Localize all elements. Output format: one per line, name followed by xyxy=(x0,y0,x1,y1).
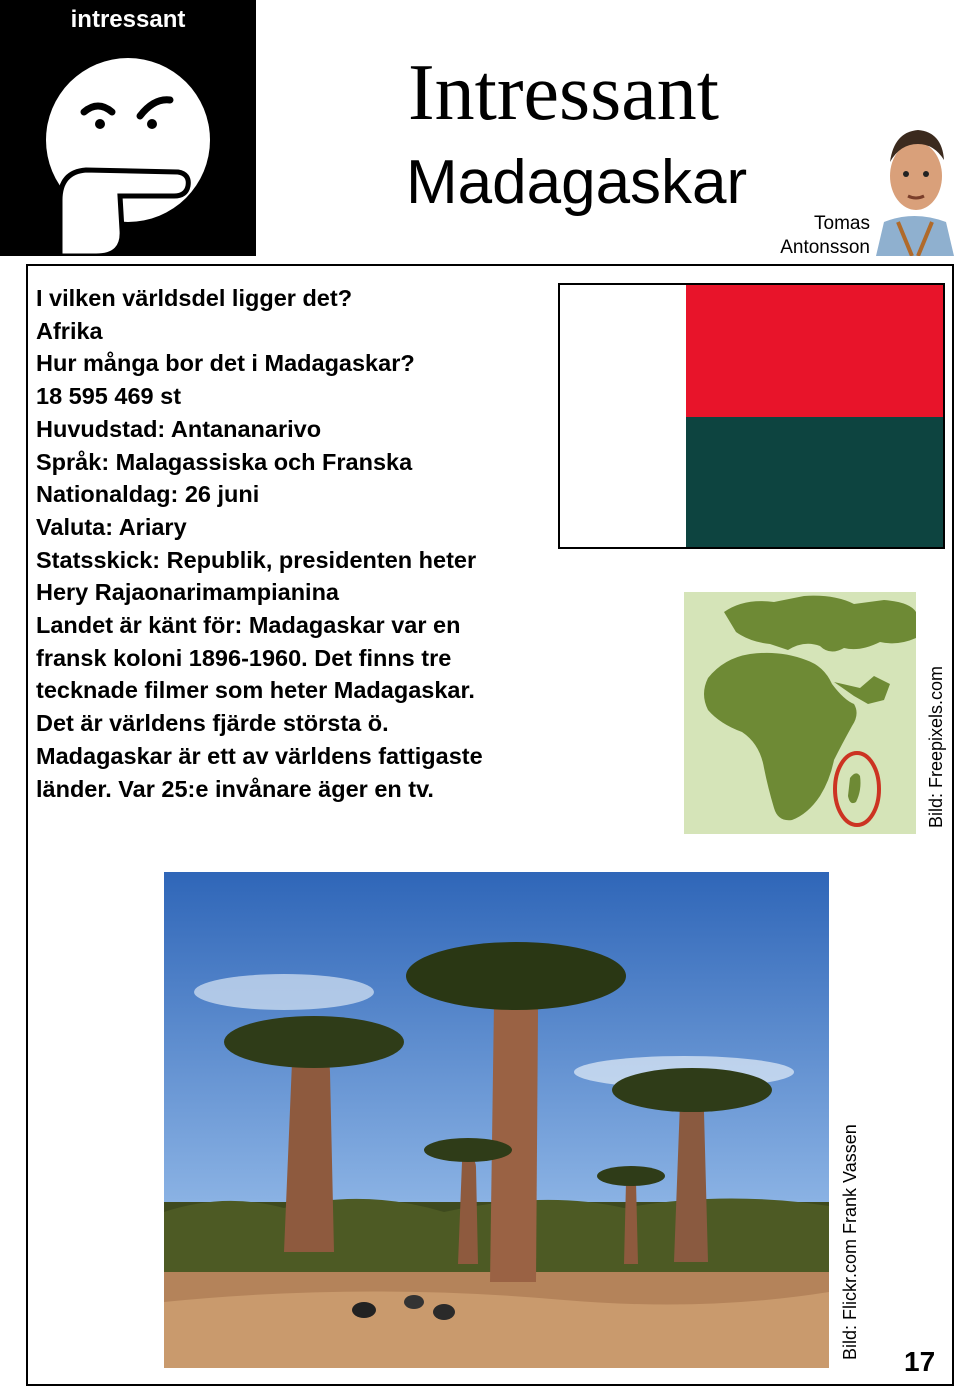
fact-line: länder. Var 25:e invånare äger en tv. xyxy=(36,775,434,802)
photo-credit: Bild: Flickr.com Frank Vassen xyxy=(840,1124,860,1360)
fact-line: fransk koloni 1896-1960. Det finns tre xyxy=(36,644,452,671)
flag-green-band xyxy=(686,417,943,547)
symbol-label: intressant xyxy=(70,6,186,33)
africa-map xyxy=(684,592,916,834)
page-subtitle: Madagaskar xyxy=(406,148,748,217)
fact-line: Språk: Malagassiska och Franska xyxy=(36,448,413,475)
thinking-face-icon xyxy=(0,0,256,256)
fact-line: Hery Rajaonarimampianina xyxy=(36,579,339,606)
fact-line: I vilken världsdel ligger det? xyxy=(36,285,353,311)
author-first-name: Tomas xyxy=(814,213,870,234)
fact-line: 18 595 469 st xyxy=(36,383,182,410)
author-last-name: Antonsson xyxy=(780,237,870,258)
fact-line: Nationaldag: 26 juni xyxy=(36,481,260,508)
madagascar-flag xyxy=(558,283,945,549)
map-credit: Bild: Freepixels.com xyxy=(926,665,946,828)
fact-line: Huvudstad: Antananarivo xyxy=(36,415,322,442)
author-name xyxy=(780,212,870,260)
fact-line: Det är världens fjärde största ö. xyxy=(36,710,389,737)
fact-line: Madagaskar är ett av världens fattigaste xyxy=(36,742,483,769)
fact-line: Hur många bor det i Madagaskar? xyxy=(36,350,415,377)
fact-line: Landet är känt för: Madagaskar var en xyxy=(36,612,461,639)
fact-line: tecknade filmer som heter Madagaskar. xyxy=(36,677,475,704)
intressant-symbol xyxy=(0,0,256,256)
author-photo xyxy=(874,118,956,256)
flag-white-band xyxy=(560,285,686,547)
page-number: 17 xyxy=(904,1346,936,1377)
fact-line: Statsskick: Republik, presidenten heter xyxy=(36,546,477,573)
facts-text xyxy=(36,282,576,805)
page-title: Intressant xyxy=(408,49,720,137)
fact-line: Valuta: Ariary xyxy=(36,513,187,540)
fact-line: Afrika xyxy=(36,317,103,344)
flag-red-band xyxy=(686,285,943,417)
baobab-photo xyxy=(164,872,829,1368)
